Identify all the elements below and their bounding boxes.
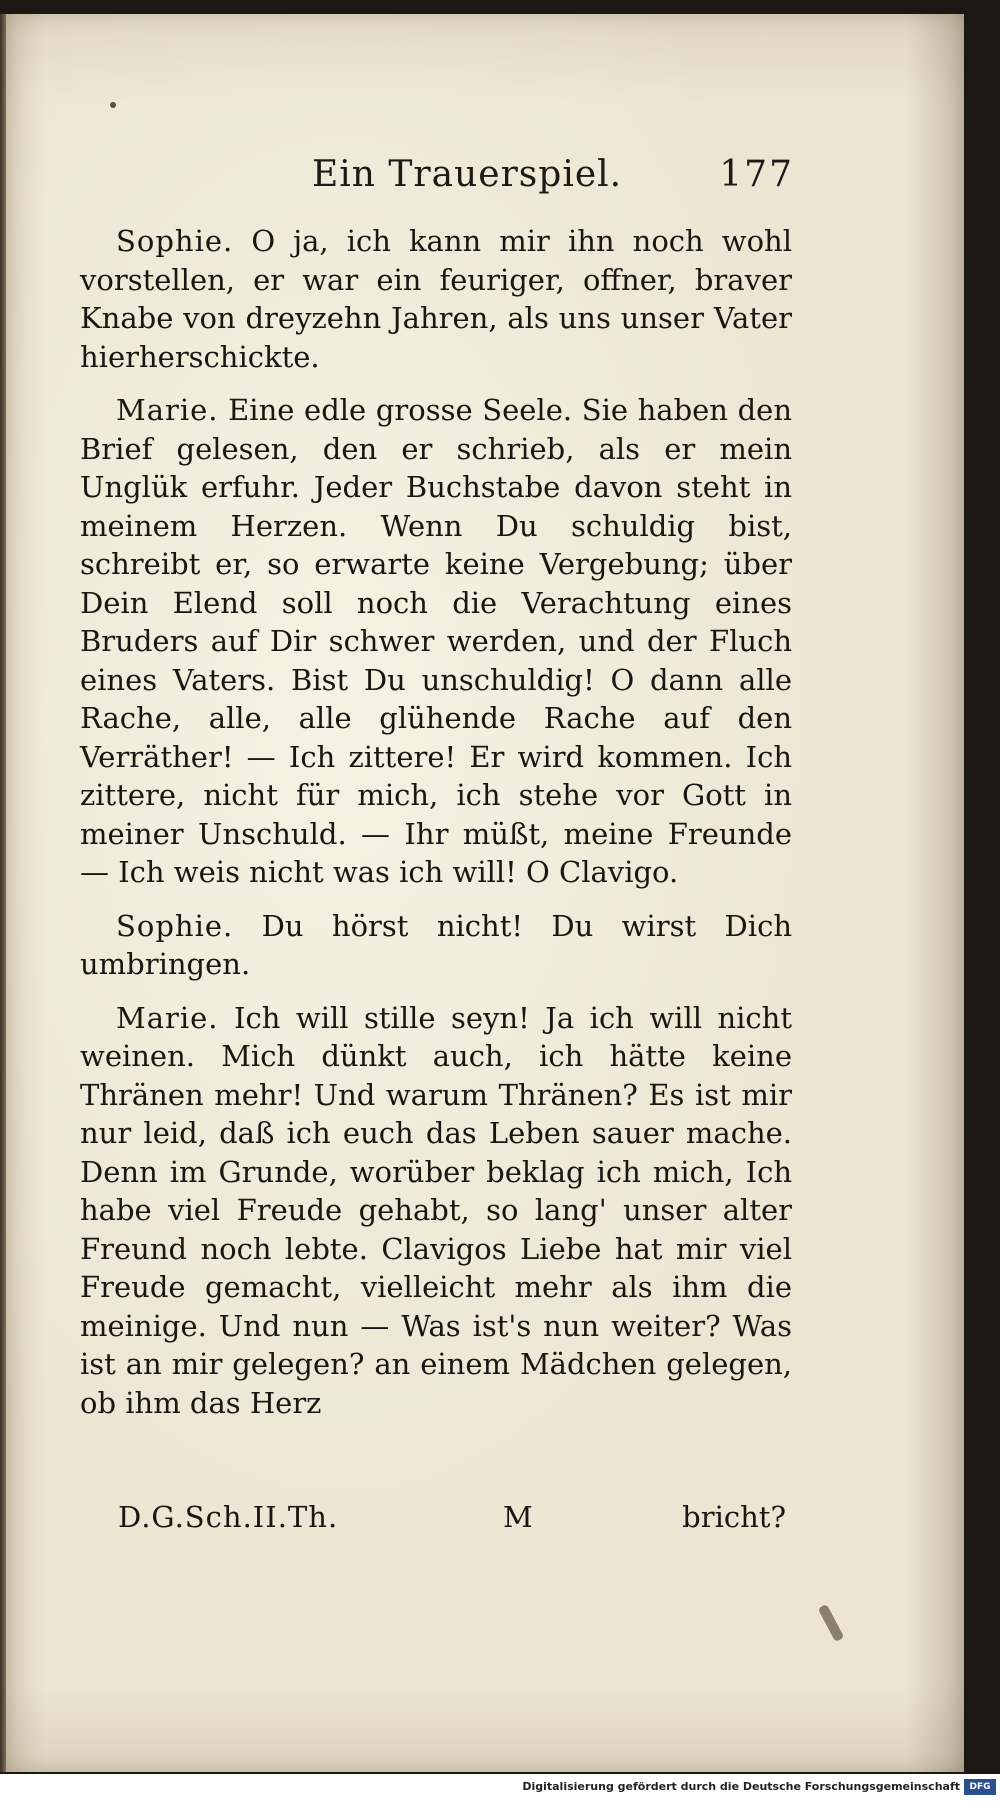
paragraph-marie-1 <box>80 391 792 892</box>
page-blemish <box>110 102 116 108</box>
catchword: bricht? <box>682 1500 786 1534</box>
body-text <box>80 222 792 1437</box>
digitization-credit-bar <box>0 1774 1000 1802</box>
running-head <box>80 150 800 200</box>
speech-text: Eine edle grosse Seele. Sie haben den Brief gelesen, den er schrieb, als er mein Unglük erfuhr. Jeder Buchstabe davon steht in meinem Herzen. Wenn Du schuldig bist, schreibt er, so erwarte keine Vergebung; über Dein Elend soll noch die Verachtung eines Bruders auf Dir schwer werden, und der Fluch eines Vaters. Bist Du unschuldig! O dann alle Rache, alle, alle glühende Rache auf den Verräther! — Ich zittere! Er wird kommen. Ich zittere, nicht für mich, ich stehe vor Gott in meiner Unschuld. — Ihr müßt, meine Freunde — Ich weis nicht was ich will! O Clavigo. <box>80 393 793 889</box>
running-title: Ein Trauerspiel. <box>312 154 623 195</box>
paragraph-sophie-1 <box>80 222 792 376</box>
speech-text: O ja, ich kann mir ihn noch wohl vorstellen, er war ein feuriger, offner, braver Knabe von dreyzehn Jahren, als uns unser Vater hierherschickte. <box>80 224 793 374</box>
page-footer <box>118 1500 786 1548</box>
speech-text: Ich will stille seyn! Ja ich will nicht weinen. Mich dünkt auch, ich hätte keine Thränen mehr! Und warum Thränen? Es ist mir nur leid, daß ich euch das Leben sauer mache. Denn im Grunde, worüber beklag ich mich, Ich habe viel Freude gehabt, so lang' unser alter Freund noch lebte. Clavigos Liebe hat mir viel Freude gemacht, vielleicht mehr als ihm die meinige. Und nun — Was ist's nun weiter? Was ist an mir gelegen? an einem Mädchen gelegen, ob ihm das Herz <box>80 1000 793 1420</box>
printer-signature: D.G.Sch.II.Th. <box>118 1500 339 1534</box>
speaker-name: Sophie. <box>116 908 234 943</box>
credit-text: Digitalisierung gefördert durch die Deutsche Forschungsgemeinschaft <box>522 1780 960 1793</box>
speaker-name: Marie. <box>116 1000 219 1035</box>
paragraph-sophie-2 <box>80 907 792 984</box>
speech-text: Du hörst nicht! Du wirst Dich umbringen. <box>80 908 792 981</box>
dfg-logo-icon: DFG <box>964 1779 996 1795</box>
speaker-name: Marie. <box>116 393 219 427</box>
page-number: 177 <box>719 154 794 195</box>
page-stain <box>818 1604 845 1642</box>
signature-mark: M <box>503 1500 533 1534</box>
speaker-name: Sophie. <box>116 224 234 258</box>
paragraph-marie-2 <box>80 999 792 1423</box>
